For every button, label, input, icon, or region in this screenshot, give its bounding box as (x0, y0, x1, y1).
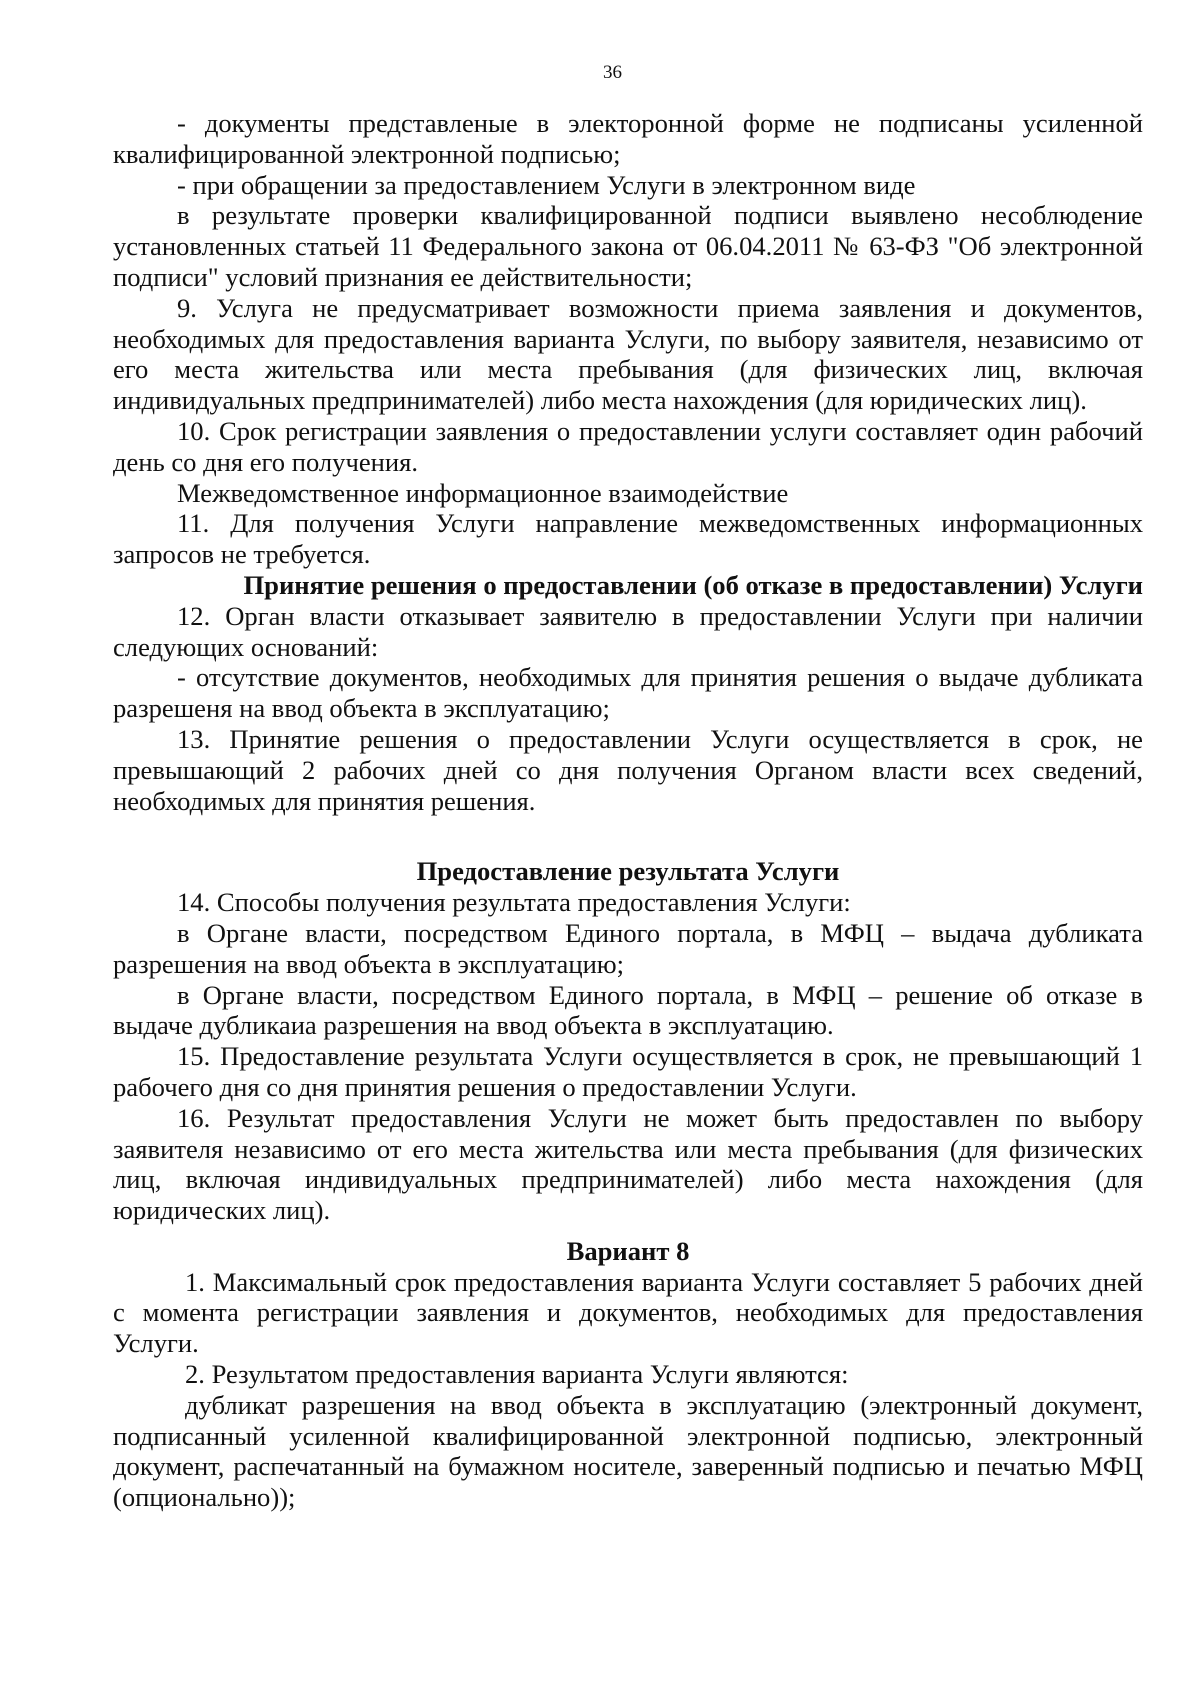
section-heading-variant-8: Вариант 8 (566, 1235, 690, 1266)
section-heading-decision: Принятие решения о предоставлении (об отказе в предоставлении) Услуги (243, 569, 1143, 600)
paragraph-variant-item-2: 2. Результатом предоставления варианта Услуги являются: (185, 1359, 849, 1390)
section-spacer (113, 816, 1143, 856)
section-heading-result: Предоставление результата Услуги (416, 856, 840, 887)
paragraph-electronic-request: - при обращении за предоставлением Услуги в электронном виде (177, 169, 916, 200)
paragraph-variant-item-1: 1. Максимальный срок предоставления варианта Услуги составляет 5 рабочих дней с момента регистрации заявления и документов, необходимых для предоставления Услуги. (113, 1266, 1143, 1359)
paragraph-item-14: 14. Способы получения результата предоставления Услуги: (177, 887, 851, 918)
paragraph-item-11: 11. Для получения Услуги направление межведомственных информационных запросов не требуется. (113, 508, 1143, 570)
paragraph-item-12: 12. Орган власти отказывает заявителю в предоставлении Услуги при наличии следующих оснований: (113, 600, 1143, 662)
paragraph-item-15: 15. Предоставление результата Услуги осуществляется в срок, не превышающий 1 рабочего дня со дня принятия решения о предоставлении Услуги. (113, 1041, 1143, 1102)
paragraph-item-10: 10. Срок регистрации заявления о предоставлении услуги составляет один рабочий день со дня его получения. (113, 415, 1143, 477)
section-spacer (113, 1226, 1143, 1236)
paragraph-signature-check: в результате проверки квалифицированной подписи выявлено несоблюдение установленных статьей 11 Федерального закона от 06.04.2011 № 63-ФЗ "Об электронной подписи" условий признания ее действительности; (113, 200, 1143, 292)
page-number: 36 (603, 62, 622, 83)
document-body (113, 108, 1143, 1513)
paragraph-missing-documents: - отсутствие документов, необходимых для принятия решения о выдаче дубликата разрешеня на ввод объекта в эксплуатацию; (113, 662, 1143, 724)
paragraph-result-issue: в Органе власти, посредством Единого портала, в МФЦ – выдача дубликата разрешения на ввод объекта в эксплуатацию; (113, 917, 1143, 979)
paragraph-item-16: 16. Результат предоставления Услуги не может быть предоставлен по выбору заявителя независимо от его места жительства или места пребывания (для физических лиц, включая индивидуальных предпринимателей) либо места нахождения (для юридических лиц). (113, 1102, 1143, 1226)
paragraph-interagency-title: Межведомственное информационное взаимодействие (177, 477, 789, 508)
paragraph-unsigned-documents: - документы представленые в электоронной форме не подписаны усиленной квалифицированной электронной подписью; (113, 108, 1143, 169)
paragraph-variant-duplicate: дубликат разрешения на ввод объекта в эксплуатацию (электронный документ, подписанный усиленной квалифицированной электронной подписью, электронный документ, распечатанный на бумажном носителе, заверенный подписью и печатью МФЦ (опционально)); (113, 1389, 1143, 1513)
paragraph-item-13: 13. Принятие решения о предоставлении Услуги осуществляется в срок, не превышающий 2 рабочих дней со дня получения Органом власти всех сведений, необходимых для принятия решения. (113, 723, 1143, 816)
paragraph-item-9: 9. Услуга не предусматривает возможности приема заявления и документов, необходимых для предоставления варианта Услуги, по выбору заявителя, независимо от его места жительства или места пребывания (для физических лиц, включая индивидуальных предпринимателей) либо места нахождения (для юридических лиц). (113, 292, 1143, 416)
paragraph-result-refusal: в Органе власти, посредством Единого портала, в МФЦ – решение об отказе в выдаче дубликаиа разрешения на ввод объекта в эксплуатацию. (113, 979, 1143, 1041)
